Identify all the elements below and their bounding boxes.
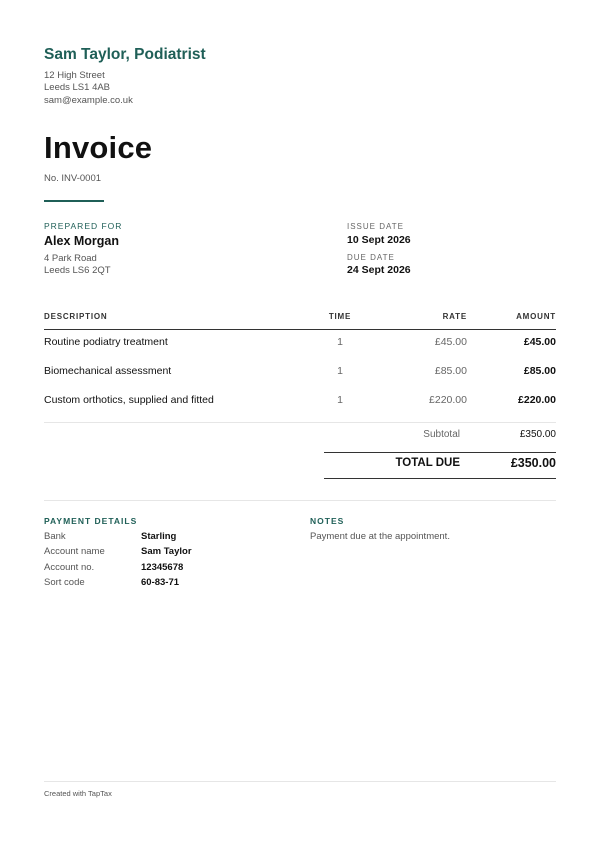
client-name: Alex Morgan (44, 234, 120, 248)
business-email: sam@example.co.uk (44, 95, 133, 106)
total-due-label: TOTAL DUE (395, 457, 460, 469)
total-top-rule (324, 452, 556, 453)
business-name: Sam Taylor, Podiatrist (44, 46, 206, 63)
issue-date-label: ISSUE DATE (347, 222, 404, 231)
line-item-amount: £85.00 (523, 365, 556, 377)
line-item-amount: £220.00 (518, 394, 556, 406)
payment-field-label: Bank (44, 531, 66, 542)
column-header-amount: AMOUNT (516, 312, 556, 321)
column-header-rate: RATE (442, 312, 467, 321)
notes-text: Payment due at the appointment. (310, 531, 450, 542)
column-header-time: TIME (328, 312, 352, 321)
subtotal-label: Subtotal (423, 429, 460, 440)
total-bottom-rule (324, 478, 556, 479)
line-item-rate: £85.00 (434, 365, 467, 377)
issue-date-value: 10 Sept 2026 (347, 234, 411, 246)
total-due-value: £350.00 (510, 456, 556, 470)
payment-field-value: 12345678 (141, 562, 184, 573)
table-header-rule (44, 329, 556, 330)
client-address-line: Leeds LS6 2QT (44, 265, 111, 276)
due-date-label: DUE DATE (347, 253, 395, 262)
invoice-number: No. INV-0001 (44, 173, 102, 184)
payment-field-value: Sam Taylor (141, 546, 192, 557)
line-item-description: Biomechanical assessment (44, 365, 172, 377)
payment-details-label: PAYMENT DETAILS (44, 516, 138, 526)
line-item-description: Routine podiatry treatment (44, 336, 168, 348)
line-item-time: 1 (337, 365, 343, 377)
table-end-rule (44, 422, 556, 423)
client-address-line: 4 Park Road (44, 253, 97, 264)
payment-field-value: Starling (141, 531, 177, 542)
due-date-value: 24 Sept 2026 (347, 264, 411, 276)
accent-divider (44, 200, 104, 202)
line-item-rate: £45.00 (434, 336, 467, 348)
notes-label: NOTES (310, 516, 345, 526)
footer-rule (44, 781, 556, 782)
payment-field-label: Account no. (44, 562, 95, 573)
subtotal-value: £350.00 (519, 429, 556, 440)
payment-field-label: Sort code (44, 577, 85, 588)
line-item-description: Custom orthotics, supplied and fitted (44, 394, 214, 406)
footer-text: Created with TapTax (44, 789, 112, 798)
column-header-description: DESCRIPTION (44, 312, 108, 321)
prepared-for-label: PREPARED FOR (44, 221, 123, 231)
business-address-line: 12 High Street (44, 70, 105, 81)
payment-field-value: 60-83-71 (141, 577, 180, 588)
line-item-rate: £220.00 (429, 394, 467, 406)
invoice-title: Invoice (44, 130, 153, 165)
business-address-line: Leeds LS1 4AB (44, 82, 111, 93)
section-divider (44, 500, 556, 501)
line-item-time: 1 (337, 336, 343, 348)
payment-field-label: Account name (44, 546, 105, 557)
line-item-time: 1 (337, 394, 343, 406)
line-item-amount: £45.00 (523, 336, 556, 348)
